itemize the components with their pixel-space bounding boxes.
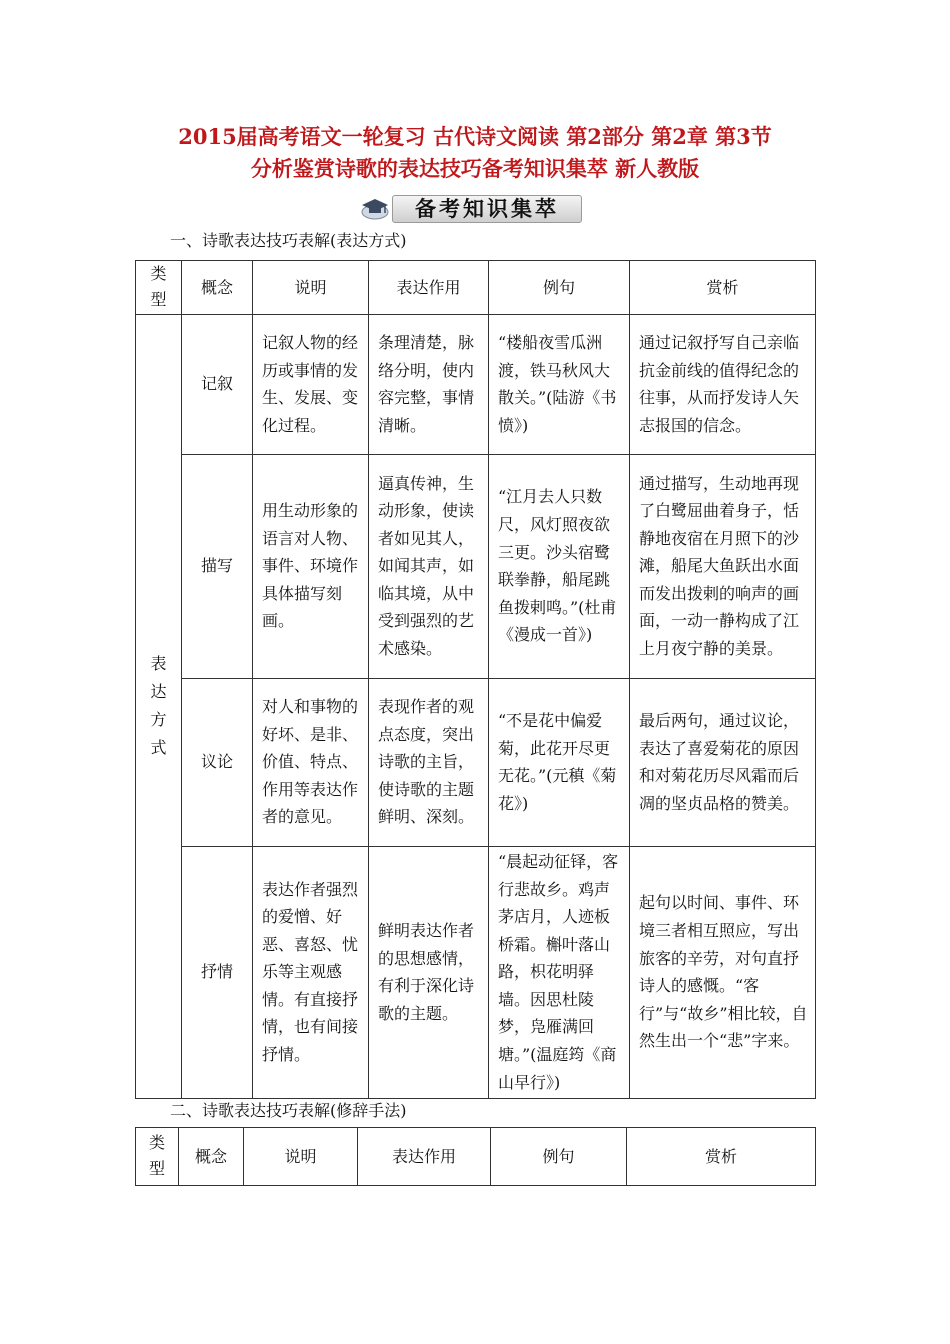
effect-cell: 鲜明表达作者的思想感情，有利于深化诗歌的主题。 — [369, 846, 489, 1098]
concept-cell: 议论 — [182, 678, 253, 846]
example-cell: “晨起动征铎，客行悲故乡。鸡声茅店月，人迹板桥霜。槲叶落山路，枳花明驿墙。因思杜陵梦，凫雁满回塘。”(温庭筠《商山早行》) — [489, 846, 630, 1098]
analysis-cell: 最后两句，通过议论，表达了喜爱菊花的原因和对菊花历尽风霜而后凋的坚贞品格的赞美。 — [630, 678, 816, 846]
analysis-cell: 通过描写，生动地再现了白鹭屈曲着身子，恬静地夜宿在月照下的沙滩，船尾大鱼跃出水面而发出拨剌的响声的画面，一动一静构成了江上月夜宁静的美景。 — [630, 454, 816, 678]
table-row — [136, 678, 816, 846]
section2-heading: 二、诗歌表达技巧表解(修辞手法) — [170, 1101, 407, 1120]
description-cell: 记叙人物的经历或事情的发生、发展、变化过程。 — [253, 314, 369, 454]
table-row — [136, 846, 816, 1098]
description-cell: 用生动形象的语言对人物、事件、环境作具体描写刻画。 — [253, 454, 369, 678]
analysis-cell: 通过记叙抒写自己亲临抗金前线的值得纪念的往事，从而抒发诗人矢志报国的信念。 — [630, 314, 816, 454]
header-concept: 概念 — [182, 261, 253, 315]
expression-mode-table — [135, 260, 816, 1099]
header-effect: 表达作用 — [369, 261, 489, 315]
category-cell — [136, 314, 182, 1098]
table-header-row — [136, 1128, 816, 1186]
header-type — [136, 1128, 179, 1186]
header-example: 例句 — [489, 261, 630, 315]
header-type — [136, 261, 182, 315]
description-cell: 表达作者强烈的爱憎、好恶、喜怒、忧乐等主观感情。有直接抒情，也有间接抒情。 — [253, 846, 369, 1098]
effect-cell: 表现作者的观点态度，突出诗歌的主旨，使诗歌的主题鲜明、深刻。 — [369, 678, 489, 846]
example-cell: “不是花中偏爱菊，此花开尽更无花。”(元稹《菊花》) — [489, 678, 630, 846]
rhetoric-table — [135, 1127, 816, 1186]
concept-cell: 抒情 — [182, 846, 253, 1098]
header-description: 说明 — [244, 1128, 358, 1186]
concept-cell: 描写 — [182, 454, 253, 678]
table-row — [136, 314, 816, 454]
header-type-label: 类型 — [150, 264, 167, 309]
graduation-cap-icon — [360, 195, 390, 225]
example-cell: “江月去人只数尺，风灯照夜欲三更。沙头宿鹭联拳静，船尾跳鱼拨剌鸣。”(杜甫《漫成一首》) — [489, 454, 630, 678]
effect-cell: 逼真传神，生动形象，使读者如见其人，如闻其声，如临其境，从中受到强烈的艺术感染。 — [369, 454, 489, 678]
table-header-row — [136, 261, 816, 315]
document-title-line2: 分析鉴赏诗歌的表达技巧备考知识集萃 新人教版 — [250, 156, 700, 181]
document-title-line1: 2015届高考语文一轮复习 古代诗文阅读 第2部分 第2章 第3节 — [178, 124, 772, 149]
effect-cell: 条理清楚，脉络分明，使内容完整，事情清晰。 — [369, 314, 489, 454]
header-type-label: 类型 — [149, 1133, 166, 1179]
header-analysis: 赏析 — [627, 1128, 816, 1186]
description-cell: 对人和事物的好坏、是非、价值、特点、作用等表达作者的意见。 — [253, 678, 369, 846]
banner-title: 备考知识集萃 — [415, 197, 559, 221]
section1-heading: 一、诗歌表达技巧表解(表达方式) — [170, 231, 407, 250]
header-analysis: 赏析 — [630, 261, 816, 315]
header-effect: 表达作用 — [358, 1128, 491, 1186]
analysis-cell: 起句以时间、事件、环境三者相互照应，写出旅客的辛劳，对句直抒诗人的感慨。“客行”与“故乡”相比较，自然生出一个“悲”字来。 — [630, 846, 816, 1098]
header-description: 说明 — [253, 261, 369, 315]
example-cell: “楼船夜雪瓜洲渡，铁马秋风大散关。”(陆游《书愤》) — [489, 314, 630, 454]
header-example: 例句 — [491, 1128, 627, 1186]
section-banner — [360, 193, 585, 223]
header-concept: 概念 — [179, 1128, 244, 1186]
category-label: 表达方式 — [150, 654, 167, 758]
table-row — [136, 454, 816, 678]
concept-cell: 记叙 — [182, 314, 253, 454]
